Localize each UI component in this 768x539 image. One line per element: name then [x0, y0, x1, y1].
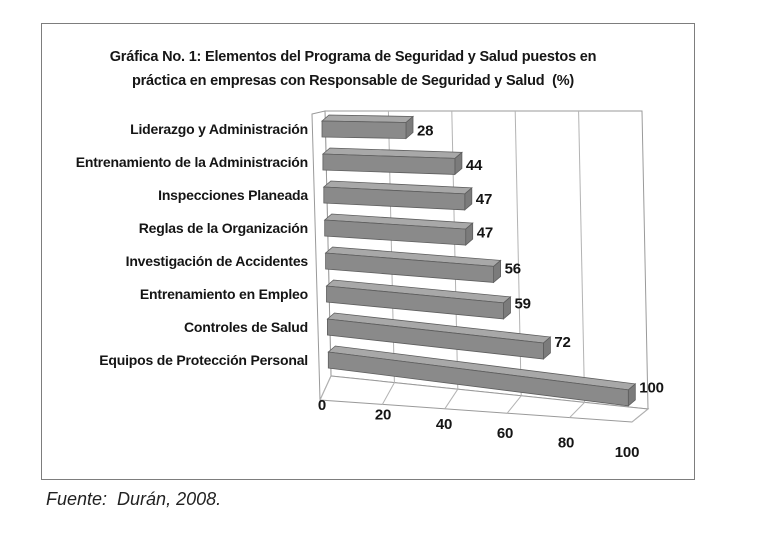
- category-label: Equipos de Protección Personal: [99, 352, 308, 368]
- data-label: 47: [476, 224, 493, 242]
- data-label: 72: [554, 334, 571, 351]
- category-label: Inspecciones Planeada: [158, 187, 308, 203]
- chart-title-line2: práctica en empresas con Responsable de Seguridad y Salud (%): [131, 73, 575, 89]
- x-tick-label: 40: [435, 415, 453, 433]
- category-label: Entrenamiento en Empleo: [139, 286, 308, 302]
- x-tick-label: 20: [374, 406, 392, 424]
- category-label: Reglas de la Organización: [138, 220, 308, 236]
- category-label: Entrenamiento de la Administración: [75, 154, 308, 170]
- chart-figure: [41, 23, 695, 480]
- x-tick-label: 80: [557, 434, 575, 452]
- data-label: 100: [639, 379, 664, 397]
- category-label: Liderazgo y Administración: [130, 121, 308, 137]
- category-label: Controles de Salud: [184, 319, 308, 335]
- data-label: 28: [417, 122, 434, 140]
- bar-chart-3d: [42, 24, 694, 479]
- bar-front-face: [322, 121, 406, 139]
- x-tick-label: 0: [317, 397, 327, 414]
- data-label: 56: [504, 260, 521, 278]
- data-label: 44: [465, 156, 483, 174]
- x-tick-label: 60: [496, 425, 514, 443]
- chart-title-line1: Gráfica No. 1: Elementos del Programa de Seguridad y Salud puestos en: [109, 49, 597, 65]
- category-label: Investigación de Accidentes: [125, 253, 308, 269]
- data-label: 59: [514, 295, 531, 313]
- data-label: 47: [475, 190, 493, 208]
- x-tick-label: 100: [614, 444, 640, 461]
- source-note: Fuente: Durán, 2008.: [46, 489, 222, 509]
